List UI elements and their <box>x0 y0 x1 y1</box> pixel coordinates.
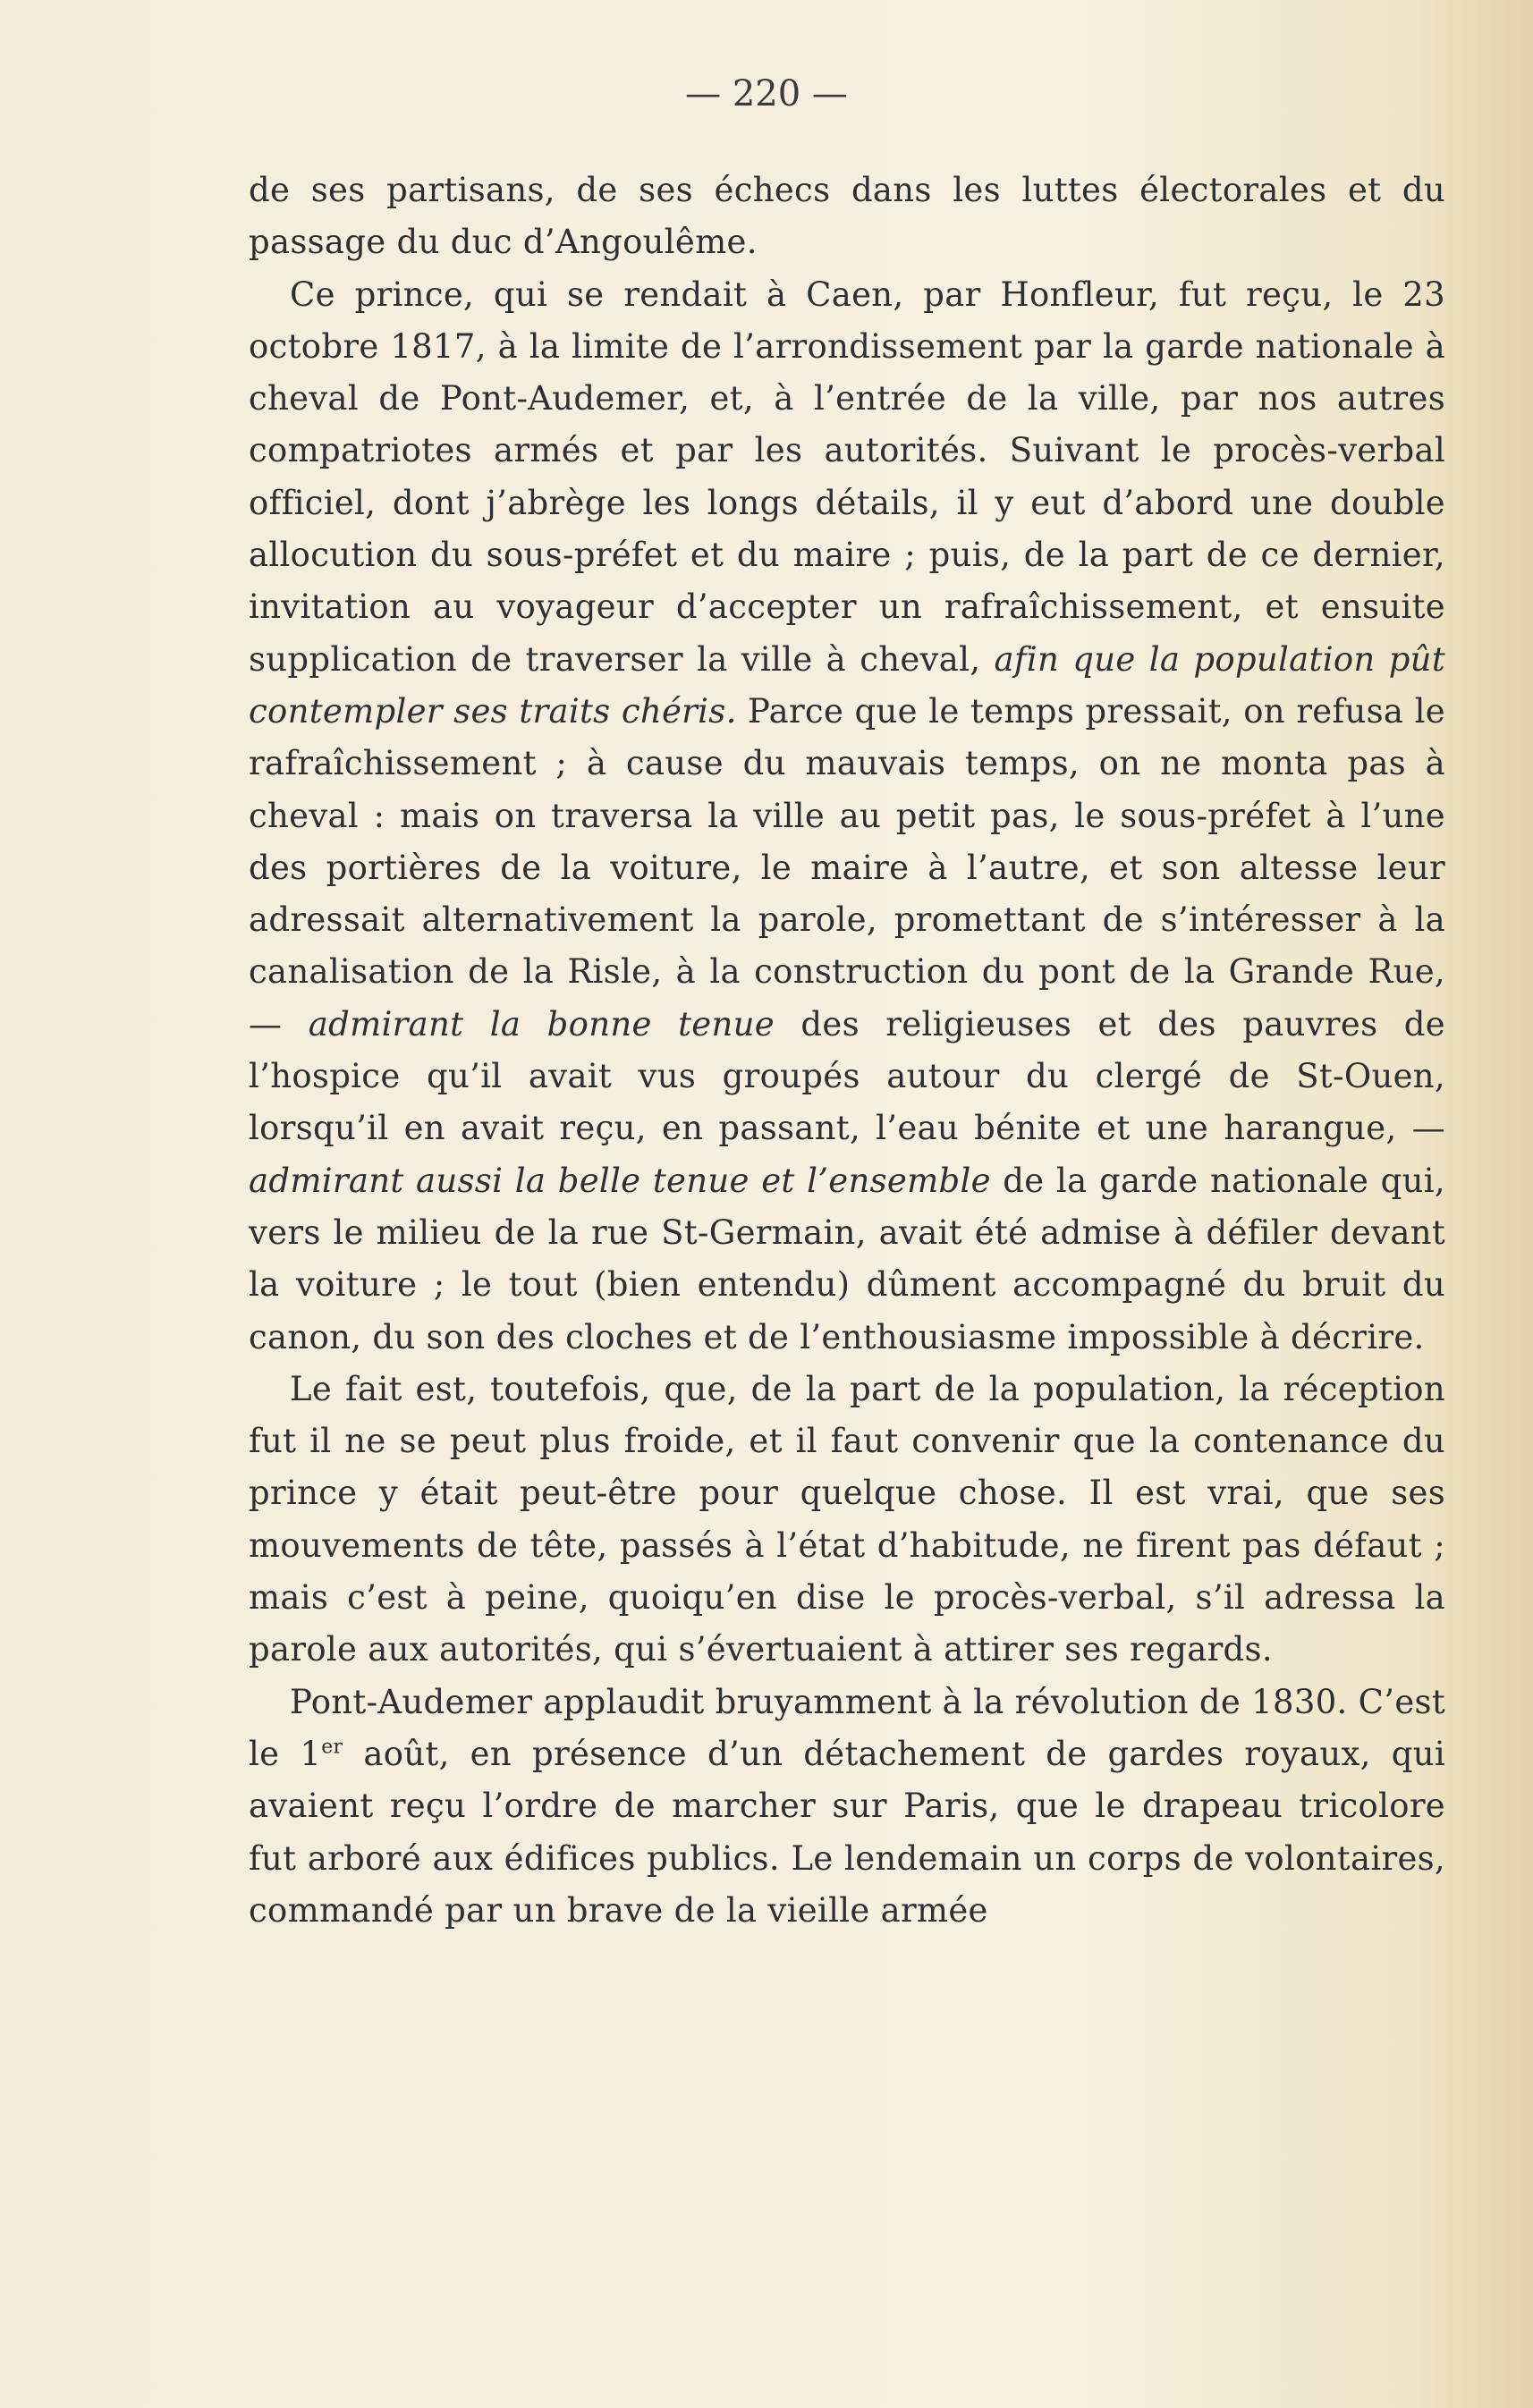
paragraph-1: de ses partisans, de ses échecs dans les luttes électorales et du passage du duc d’Angoulême. <box>249 171 1445 262</box>
paragraph-3: Le fait est, toutefois, que, de la part de la population, la réception fut il ne se peut plus froide, et il faut convenir que la contenance du prince y était peut-être pour quelque chose. Il est vrai, que ses mouvements de tête, passés à l’état d’habitude, ne firent pas défaut ; mais c’est à peine, quoiqu’en dise le procès-verbal, s’il adressa la parole aux autorités, qui s’évertuaient à attirer ses regards. <box>249 1369 1445 1669</box>
paragraph-2-text-3: des religieuses et des pauvres de l’hospice qu’il avait vus groupés autour du clergé de St-Ouen, lorsqu’il en avait reçu, en passant, l’eau bénite et une harangue, — <box>249 1004 1445 1148</box>
paragraph-2 <box>249 269 1445 1364</box>
italic-phrase-1: afin que la population pût contempler ses traits chéris. <box>249 639 1445 731</box>
paragraph-4-text-2: août, en présence d’un détachement de gardes royaux, qui avaient reçu l’ordre de marcher sur Paris, que le drapeau tricolore fut arboré aux édifices publics. Le lendemain un corps de volontaires, commandé par un brave de la vieille armée <box>249 1734 1445 1930</box>
paragraph-4 <box>249 1677 1445 1937</box>
italic-phrase-2: admirant la bonne tenue <box>308 1004 775 1043</box>
paragraph-2-text-2: Parce que le temps pressait, on refusa le rafraîchissement ; à cause du mauvais temps, on ne monta pas à cheval : mais on traversa la ville au petit pas, le sous-préfet à l’une des portières de la voiture, le maire à l’autre, et son altesse leur adressait alternativement la parole, promettant de s’intéresser à la canalisation de la Risle, à la construction du pont de la Grande Rue, — <box>249 691 1445 1043</box>
italic-phrase-3: admirant aussi la belle tenue et l’ensemble <box>249 1161 991 1200</box>
page-number: — 220 — <box>685 73 848 114</box>
ordinal-superscript: er <box>321 1736 343 1759</box>
paragraph-2-text-4: de la garde nationale qui, vers le milieu de la rue St-Germain, avait été admise à défiler devant la voiture ; le tout (bien entendu) dûment accompagné du bruit du canon, du son des cloches et de l’enthousiasme impossible à décrire. <box>249 1161 1445 1356</box>
paragraph-2-text-1: Ce prince, qui se rendait à Caen, par Honfleur, fut reçu, le 23 octobre 1817, à la limite de l’arrondissement par la garde nationale à cheval de Pont-Audemer, et, à l’entrée de la ville, par nos autres compatriotes armés et par les autorités. Suivant le procès-verbal officiel, dont j’abrège les longs détails, il y eut d’abord une double allocution du sous-préfet et du maire ; puis, de la part de ce dernier, invitation au voyageur d’accepter un rafraîchissement, et ensuite supplication de traverser la ville à cheval, <box>249 275 1445 679</box>
paragraph-4-text-1: Pont-Audemer applaudit bruyamment à la révolution de 1830. C’est le 1 <box>249 1682 1445 1773</box>
body-text <box>249 165 1445 1937</box>
